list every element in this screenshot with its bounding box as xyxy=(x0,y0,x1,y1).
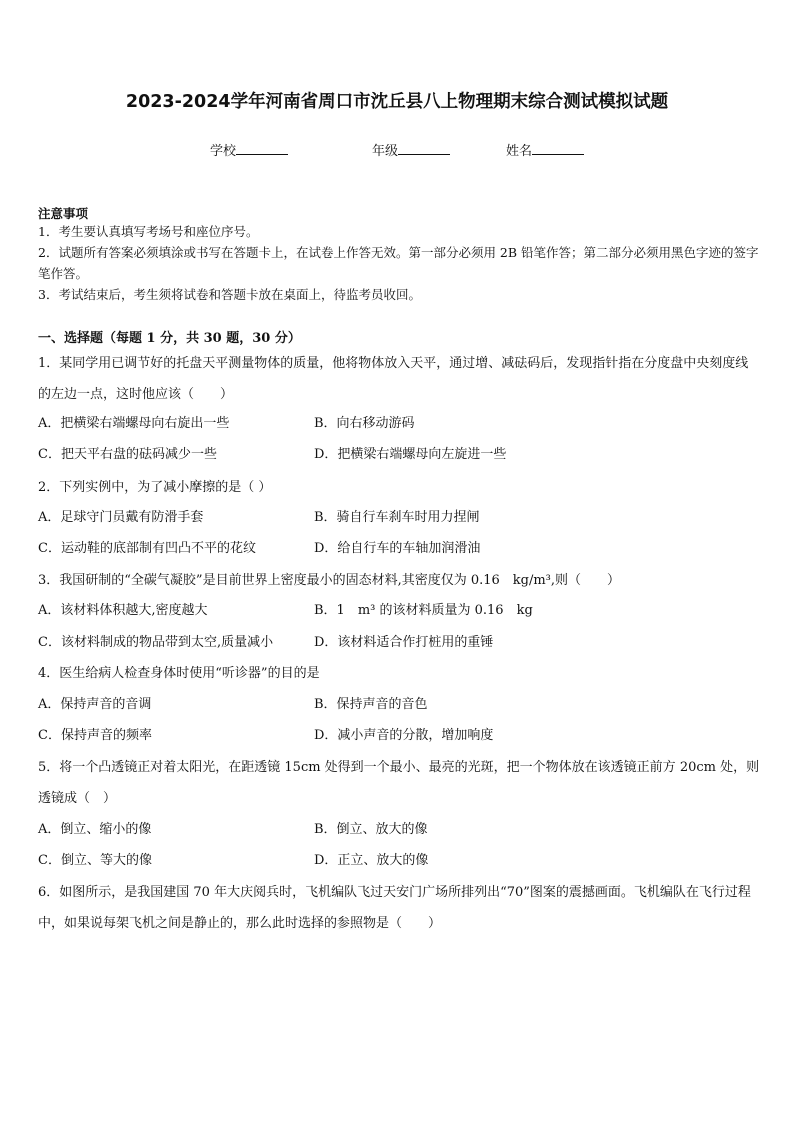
q1-option-c: C．把天平右盘的砝码减少一些 xyxy=(38,447,217,462)
q5-option-d: D．正立、放大的像 xyxy=(314,853,429,868)
q1-option-b: B．向右移动游码 xyxy=(314,416,415,431)
q2-option-a: A．足球守门员戴有防滑手套 xyxy=(38,510,204,525)
question-4: 4．医生给病人检查身体时使用“听诊器”的目的是 xyxy=(38,666,320,681)
name-field xyxy=(506,140,584,159)
q1-option-a: A．把横梁右端螺母向右旋出一些 xyxy=(38,416,230,431)
name-label: 姓名 xyxy=(506,144,533,159)
section-heading: 一、选择题（每题 1 分，共 30 题，30 分） xyxy=(38,331,301,346)
grade-field xyxy=(372,140,450,159)
question-5: 5．将一个凸透镜正对着太阳光，在距透镜 15cm 处得到一个最小、最亮的光斑，把一个物体放在该透镜正前方 20cm 处，则透镜成（ ） xyxy=(38,760,760,806)
page-title: 2023-2024学年河南省周口市沈丘县八上物理期末综合测试模拟试题 xyxy=(125,92,669,112)
school-blank xyxy=(236,142,288,155)
q3-option-a: A．该材料体积越大,密度越大 xyxy=(38,603,208,618)
q2-option-d: D．给自行车的车轴加润滑油 xyxy=(314,541,481,556)
q4-option-b: B．保持声音的音色 xyxy=(314,697,428,712)
q1-option-d: D．把横梁右端螺母向左旋进一些 xyxy=(314,447,507,462)
q3-option-b: B．1 m³ 的该材料质量为 0.16 kg xyxy=(314,603,533,618)
q4-option-d: D．减小声音的分散，增加响度 xyxy=(314,728,494,743)
grade-blank xyxy=(398,142,450,155)
school-field xyxy=(210,140,288,159)
q2-option-c: C．运动鞋的底部制有凹凸不平的花纹 xyxy=(38,541,256,556)
q3-option-c: C．该材料制成的物品带到太空,质量减小 xyxy=(38,635,274,650)
question-6: 6．如图所示，是我国建国 70 年大庆阅兵时，飞机编队飞过天安门广场所排列出“70”图案的震撼画面。飞机编队在飞行过程中，如果说每架飞机之间是静止的，那么此时选择的参照物是（ ） xyxy=(38,885,751,931)
question-1: 1．某同学用已调节好的托盘天平测量物体的质量，他将物体放入天平，通过增、减砝码后，发现指针指在分度盘中央刻度线的左边一点，这时他应该（ ） xyxy=(38,356,749,402)
q5-option-c: C．倒立、等大的像 xyxy=(38,853,152,868)
q4-option-c: C．保持声音的频率 xyxy=(38,728,152,743)
notice-item-3: 3．考试结束后，考生须将试卷和答题卡放在桌面上，待监考员收回。 xyxy=(38,287,421,302)
name-blank xyxy=(532,142,584,155)
notice-item-2: 2．试题所有答案必须填涂或书写在答题卡上，在试卷上作答无效。第一部分必须用 2B 铅笔作答；第二部分必须用黑色字迹的签字笔作答。 xyxy=(38,245,759,281)
q5-option-b: B．倒立、放大的像 xyxy=(314,822,428,837)
question-3: 3．我国研制的“全碳气凝胶”是目前世界上密度最小的固态材料,其密度仅为 0.16 kg/m³,则（ ） xyxy=(38,573,621,588)
q3-option-d: D．该材料适合作打桩用的重锤 xyxy=(314,635,494,650)
q2-option-b: B．骑自行车刹车时用力捏闸 xyxy=(314,510,480,525)
q5-option-a: A．倒立、缩小的像 xyxy=(38,822,152,837)
q4-option-a: A．保持声音的音调 xyxy=(38,697,152,712)
notice-heading: 注意事项 xyxy=(38,206,89,221)
grade-label: 年级 xyxy=(372,144,399,159)
question-2: 2．下列实例中，为了减小摩擦的是（ ） xyxy=(38,480,272,495)
notice-item-1: 1．考生要认真填写考场号和座位序号。 xyxy=(38,224,259,239)
school-label: 学校 xyxy=(210,144,237,159)
